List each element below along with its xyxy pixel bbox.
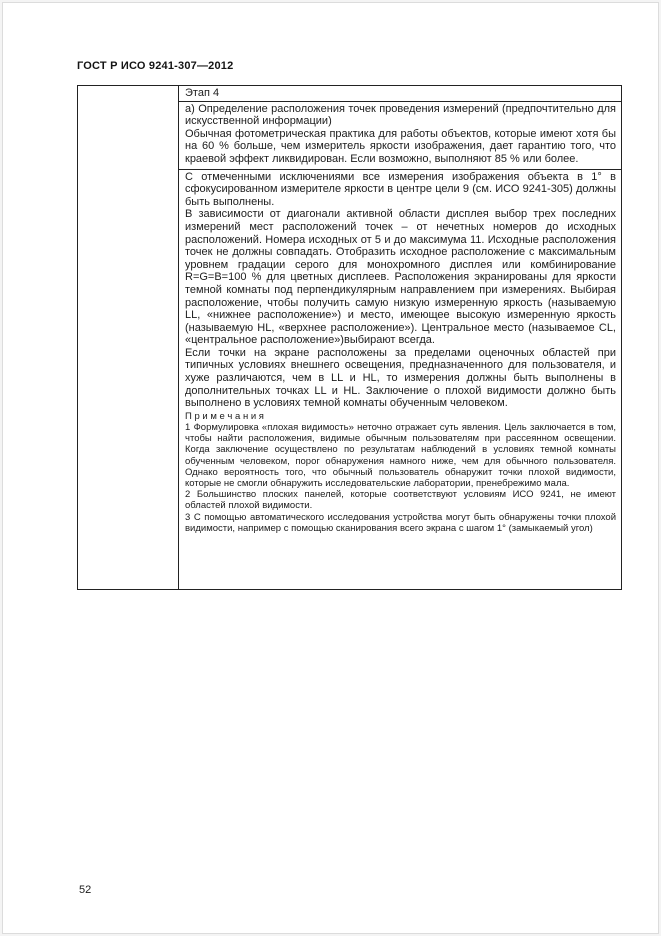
- main-paragraph: Если точки на экране расположены за пределами оценочных областей при типичных условиях внешнего освещения, предназначенного для пользователя, и хуже различаются, чем в LL и HL, то измерения должны быть выполнены в дополнительных точках LL и HL. Заключение о плохой видимости должно быть выполнено в условиях темной комнаты обученным человеком.: [185, 346, 616, 410]
- section-main: [179, 170, 621, 589]
- table-left-column: [78, 86, 179, 589]
- stage-title: Этап 4: [179, 86, 621, 102]
- table-right-column: [179, 86, 621, 589]
- section-a-paragraph: Обычная фотометрическая практика для работы объектов, которые имеют хотя бы на 60 % больше, чем измеритель яркости изображения, дает гарантию того, что краевой эффект ликвидирован. Если возможно, выполняют 85 % или более.: [185, 127, 616, 165]
- note-paragraph: 3 С помощью автоматического исследования устройства могут быть обнаружены точки плохой видимости, например с помощью сканирования всего экрана с шагом 1° (замыкаемый угол): [185, 511, 616, 534]
- document-header: ГОСТ Р ИСО 9241-307—2012: [77, 60, 234, 72]
- document-page: [2, 2, 659, 934]
- note-paragraph: 1 Формулировка «плохая видимость» неточно отражает суть явления. Цель заключается в том, чтобы найти расположения, видимые обычным пользователям при рассеянном освещении. Когда заключение осуществлено по результатам наблюдений в условиях темной комнаты обученным человеком, порог обнаружения намного ниже, чем для обычного пользователя. Однако вероятность того, что обычный пользователь обнаружит точки плохой видимости, которые не смогли обнаружить исследовательские лаборатории, пренебрежимо мала.: [185, 422, 616, 490]
- note-paragraph: 2 Большинство плоских панелей, которые соответствуют условиям ИСО 9241, не имеют областей плохой видимости.: [185, 489, 616, 512]
- notes-header: П р и м е ч а н и я: [185, 410, 264, 422]
- main-paragraph: С отмеченными исключениями все измерения изображения объекта в 1° в сфокусированном измерителе яркости в центре цели 9 (см. ИСО 9241-305) должны быть выполнены.: [185, 170, 616, 208]
- page-number: 52: [79, 884, 92, 896]
- notes-list: [185, 422, 616, 534]
- section-a: [179, 102, 621, 170]
- section-a-paragraph: а) Определение расположения точек проведения измерений (предпочтительно для искусственной информации): [185, 102, 616, 128]
- main-paragraphs: [185, 171, 616, 410]
- main-paragraph: В зависимости от диагонали активной области дисплея выбор трех последних измерений мест расположений точек – от нечетных номеров до исходных расположений. Номера исходных от 5 и до максимума 11. Исходные расположения точек не должны совпадать. Отобразить исходное расположение с максимальным уровнем градации серого для монохромного дисплея или комбинирование R=G=B=100 % для цветных дисплеев. Расположения экранированы для яркости темной комнаты под перпендикулярным направлением при измерениях. Выбирая расположение, чтобы получить самую низкую измеренную яркость (называемую LL, «нижнее расположение») и место, имеющее высокую измеренную яркость (называемую HL, «верхнее расположение»). Центральное место (называемое CL, «центральное расположение»)выбирают всегда.: [185, 208, 616, 347]
- content-table: [77, 85, 622, 590]
